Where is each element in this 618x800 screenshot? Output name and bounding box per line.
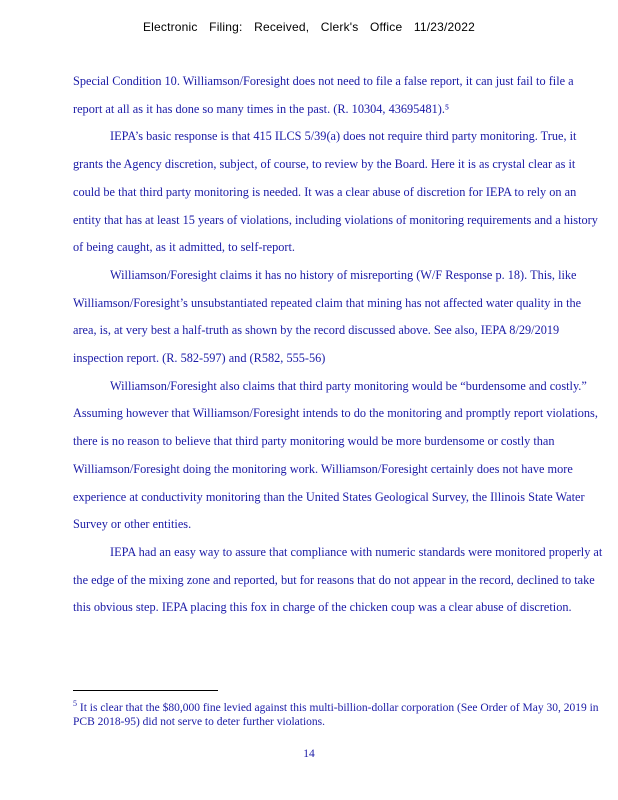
footnote-divider [73, 690, 218, 691]
footnote [73, 697, 605, 729]
footnote-marker: 5 [73, 699, 77, 708]
paragraph-5: IEPA had an easy way to assure that compliance with numeric standards were monitored properly at the edge of the mixing zone and reported, but for reasons that do not appear in the record, declined to take this obvious step. IEPA placing this fox in charge of the chicken coup was a clear abuse of discretion. [73, 544, 603, 615]
body-text [73, 68, 605, 622]
paragraph-3: Williamson/Foresight claims it has no history of misreporting (W/F Response p. 18). This, like Williamson/Foresight’s unsubstantiated repeated claim that mining has not affected water quality in the area, is, at very best a half-truth as shown by the record discussed above. See also, IEPA 8/29/2019 inspection report. (R. 582-597) and (R582, 555-56) [73, 267, 582, 366]
paragraph-2: IEPA’s basic response is that 415 ILCS 5/39(a) does not require third party monitoring. True, it grants the Agency discretion, subject, of course, to review by the Board. Here it is as crystal clear as it could be that third party monitoring is needed. It was a clear abuse of discretion for IEPA to rely on an entity that has at least 15 years of violations, including violations of monitoring requirements and a history of being caught, as it admitted, to self-report. [73, 129, 598, 255]
footnote-text: It is clear that the $80,000 fine levied against this multi-billion-dollar corporation (See Order of May 30, 2019 in PCB 2018-95) did not serve to deter further violations. [73, 701, 599, 728]
paragraph-4: Williamson/Foresight also claims that third party monitoring would be “burdensome and costly.” Assuming however that Williamson/Foresight intends to do the monitoring and promptly report violations, there is no reason to believe that third party monitoring would be more burdensome or costly than Williamson/Foresight doing the monitoring work. Williamson/Foresight certainly does not have more experience at conductivity monitoring than the United States Geological Survey, the Illinois State Water Survey or other entities. [73, 378, 598, 532]
filing-stamp-header: Electronic Filing: Received, Clerk's Office 11/23/2022 [142, 20, 476, 34]
paragraph-1: Special Condition 10. Williamson/Foresight does not need to file a false report, it can just fail to file a report at all as it has done so many times in the past. (R. 10304, 43695481).⁵ [73, 74, 574, 116]
page-number: 14 [303, 748, 315, 760]
